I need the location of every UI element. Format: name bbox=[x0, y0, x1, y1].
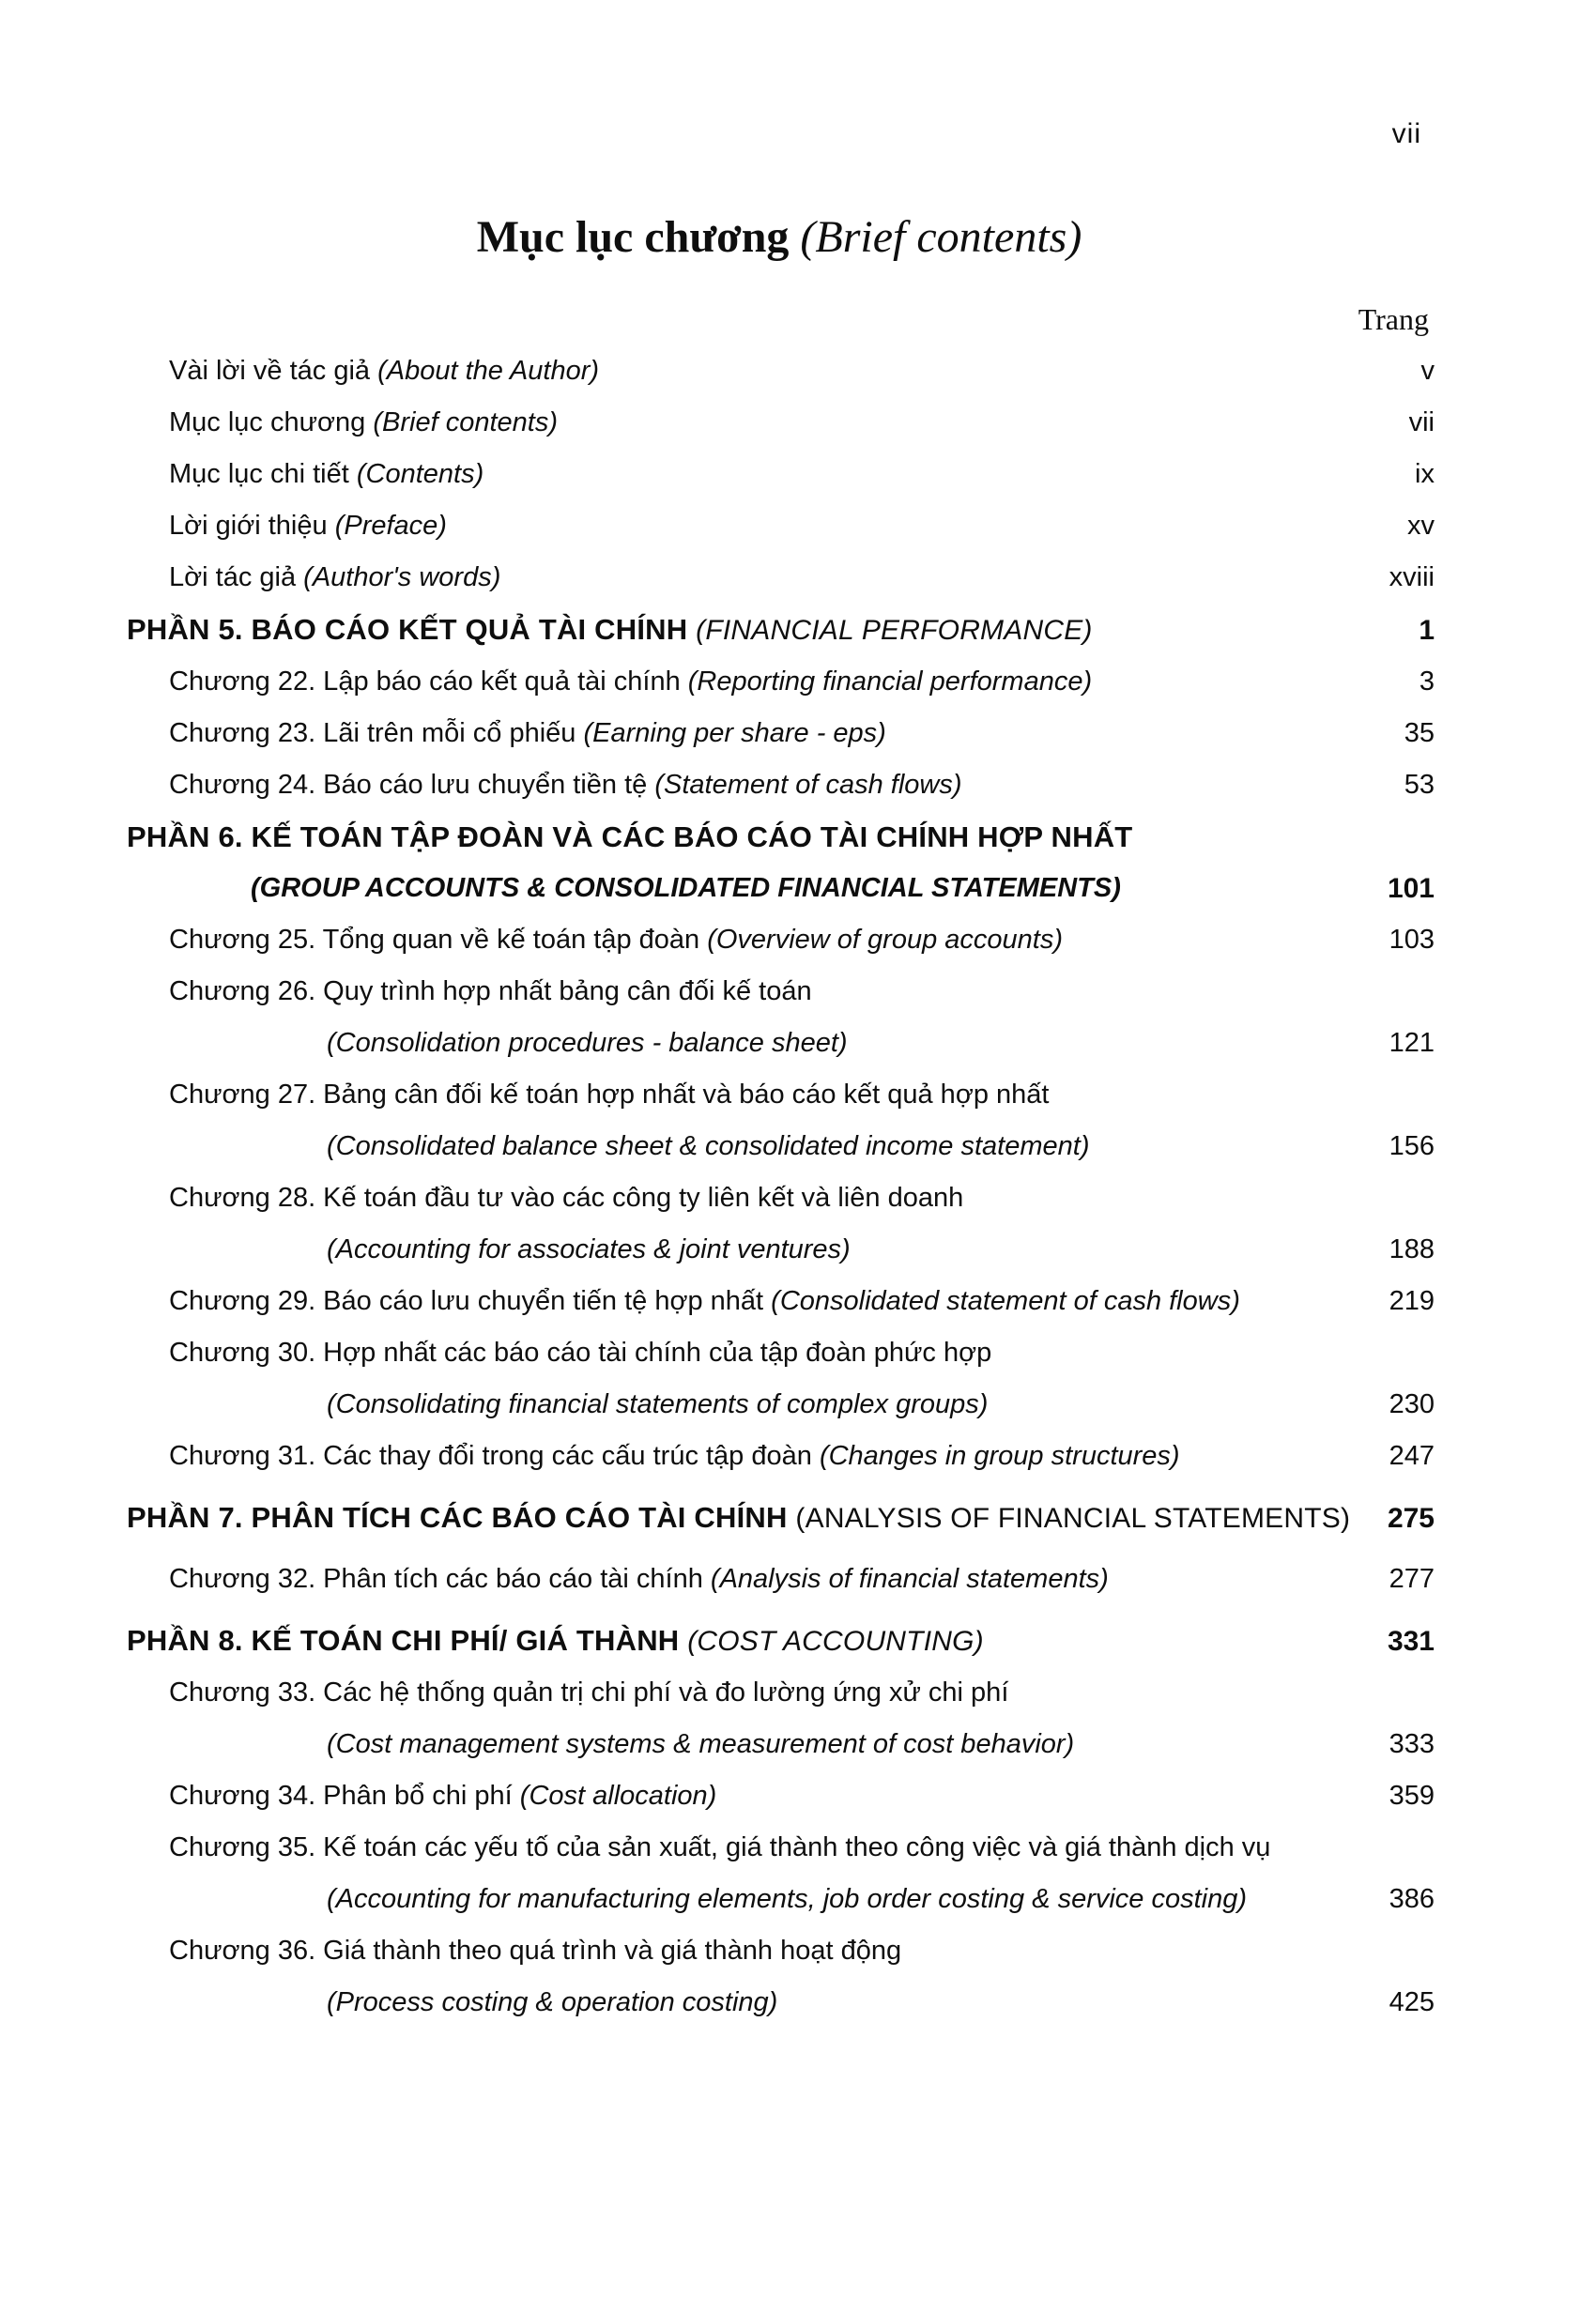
toc-line-main bbox=[127, 759, 1303, 811]
toc-line-main bbox=[127, 966, 1303, 1018]
toc-text-vietnamese: Chương 25. Tổng quan về kế toán tập đoàn bbox=[169, 925, 700, 955]
toc-line-main bbox=[127, 1492, 1351, 1544]
toc-row-chapter bbox=[127, 1172, 1435, 1276]
toc-text-vietnamese: Chương 26. Quy trình hợp nhất bảng cân đối kế toán bbox=[169, 976, 812, 1006]
toc-text-english: (COST ACCOUNTING) bbox=[687, 1626, 984, 1657]
toc-text-vietnamese: Chương 32. Phân tích các báo cáo tài chính bbox=[169, 1564, 703, 1594]
toc-row-lines bbox=[127, 1492, 1351, 1544]
toc-text-vietnamese: Chương 35. Kế toán các yếu tố của sản xuất, giá thành theo công việc và giá thành dịch vụ bbox=[169, 1832, 1271, 1862]
toc-row-part bbox=[127, 811, 1435, 914]
toc-text-vietnamese: Chương 27. Bảng cân đối kế toán hợp nhất và báo cáo kết quả hợp nhất bbox=[169, 1080, 1050, 1110]
toc-line-main bbox=[127, 1276, 1303, 1327]
toc-row-part bbox=[127, 1492, 1435, 1544]
toc-text-vietnamese: Chương 36. Giá thành theo quá trình và giá thành hoạt động bbox=[169, 1936, 902, 1966]
toc-text-vietnamese: Chương 29. Báo cáo lưu chuyển tiến tệ hợp nhất bbox=[169, 1286, 764, 1316]
toc-page-number: 219 bbox=[1389, 1286, 1435, 1316]
toc-page-number: 35 bbox=[1404, 718, 1435, 748]
toc-text-english: (Overview of group accounts) bbox=[707, 925, 1063, 955]
toc-row-lines bbox=[127, 1667, 1303, 1770]
toc-line-main bbox=[127, 1069, 1303, 1121]
toc-row-lines bbox=[127, 1770, 1303, 1822]
toc-line-main bbox=[127, 1554, 1303, 1605]
toc-line-main bbox=[127, 1667, 1303, 1719]
toc-text-vietnamese: PHẦN 7. PHÂN TÍCH CÁC BÁO CÁO TÀI CHÍNH bbox=[127, 1501, 788, 1534]
toc-row-front bbox=[127, 345, 1435, 397]
toc-line-english-sub: (Consolidated balance sheet & consolidated income statement) bbox=[327, 1131, 1090, 1161]
toc-text-vietnamese: Chương 33. Các hệ thống quản trị chi phí và đo lường ứng xử chi phí bbox=[169, 1677, 1009, 1708]
toc-line-main bbox=[127, 1615, 1303, 1667]
toc-line-main bbox=[127, 397, 1303, 449]
toc-row-lines bbox=[127, 604, 1303, 656]
toc-text-english: (Earning per share - eps) bbox=[583, 718, 886, 748]
toc-text-english: (Analysis of financial statements) bbox=[710, 1564, 1109, 1594]
toc-text-english: (Reporting financial performance) bbox=[687, 666, 1093, 697]
toc-text-english: (About the Author) bbox=[377, 356, 600, 386]
toc-page-number: xv bbox=[1407, 511, 1435, 541]
toc-text-vietnamese: Mục lục chương bbox=[169, 407, 366, 437]
toc-line-main bbox=[127, 811, 1303, 863]
toc-page-number: 333 bbox=[1389, 1729, 1435, 1759]
toc-page-number: 101 bbox=[1387, 873, 1435, 904]
toc-row-front bbox=[127, 449, 1435, 500]
toc-text-vietnamese: Chương 28. Kế toán đầu tư vào các công ty liên kết và liên doanh bbox=[169, 1183, 964, 1213]
toc-line-english-sub: (Consolidation procedures - balance sheet) bbox=[327, 1028, 848, 1058]
toc-line-main bbox=[127, 1327, 1303, 1379]
toc-line-main bbox=[127, 604, 1303, 656]
toc-page-number: xviii bbox=[1389, 562, 1435, 592]
toc-row-chapter bbox=[127, 1822, 1435, 1925]
toc-row-chapter bbox=[127, 708, 1435, 759]
toc-line-main bbox=[127, 1172, 1303, 1224]
toc-line-main bbox=[127, 500, 1303, 552]
toc-page-number: ix bbox=[1415, 459, 1435, 489]
toc-text-english: (Brief contents) bbox=[373, 407, 558, 437]
toc-row-chapter bbox=[127, 1554, 1435, 1605]
toc-row-chapter bbox=[127, 759, 1435, 811]
toc-line-main bbox=[127, 552, 1303, 604]
toc-text-vietnamese: Chương 31. Các thay đổi trong các cấu trúc tập đoàn bbox=[169, 1441, 812, 1471]
toc-row-lines bbox=[127, 708, 1303, 759]
toc-row-lines bbox=[127, 914, 1303, 966]
toc-line-main bbox=[127, 449, 1303, 500]
toc-row-front bbox=[127, 500, 1435, 552]
toc-row-chapter bbox=[127, 1667, 1435, 1770]
toc-line-main bbox=[127, 1431, 1303, 1482]
toc-text-english: (Consolidated statement of cash flows) bbox=[771, 1286, 1240, 1316]
toc-row-lines bbox=[127, 1431, 1303, 1482]
toc-page-number: 275 bbox=[1387, 1503, 1435, 1534]
toc-row-chapter bbox=[127, 1925, 1435, 2029]
toc-text-english: (Author's words) bbox=[303, 562, 501, 592]
toc-line-main bbox=[127, 708, 1303, 759]
toc-line-main bbox=[127, 1822, 1303, 1874]
toc-text-vietnamese: Lời giới thiệu bbox=[169, 511, 328, 541]
toc-row-lines bbox=[127, 966, 1303, 1069]
toc-page-number: vii bbox=[1408, 407, 1435, 437]
toc-text-vietnamese: Chương 34. Phân bổ chi phí bbox=[169, 1781, 513, 1811]
toc-text-vietnamese: Vài lời về tác giả bbox=[169, 356, 371, 386]
toc-page-number: 188 bbox=[1389, 1234, 1435, 1264]
toc-row-lines bbox=[127, 1276, 1303, 1327]
toc-text-english: (ANALYSIS OF FINANCIAL STATEMENTS) bbox=[795, 1503, 1351, 1534]
toc-line-english-sub: (Accounting for associates & joint ventures) bbox=[327, 1234, 851, 1264]
toc-row-lines bbox=[127, 1615, 1303, 1667]
page-title-english: (Brief contents) bbox=[800, 212, 1082, 262]
toc-line-main bbox=[127, 345, 1303, 397]
toc-page-number: 277 bbox=[1389, 1564, 1435, 1594]
page-title-vietnamese: Mục lục chương bbox=[476, 212, 790, 262]
toc-line-main bbox=[127, 1770, 1303, 1822]
toc-text-english: (Statement of cash flows) bbox=[654, 770, 962, 800]
folio-page-number: vii bbox=[1391, 118, 1421, 149]
toc-row-chapter bbox=[127, 656, 1435, 708]
toc-text-vietnamese: PHẦN 5. BÁO CÁO KẾT QUẢ TÀI CHÍNH bbox=[127, 613, 688, 646]
toc-line-main bbox=[127, 1925, 1303, 1977]
page-column-header: Trang bbox=[1358, 302, 1429, 336]
toc-page-number: 3 bbox=[1419, 666, 1435, 697]
toc-row-lines bbox=[127, 1554, 1303, 1605]
page-title bbox=[127, 210, 1432, 265]
toc-line-english-sub: (Accounting for manufacturing elements, job order costing & service costing) bbox=[327, 1884, 1248, 1914]
toc-page-number: 247 bbox=[1389, 1441, 1435, 1471]
toc-list bbox=[127, 345, 1435, 2029]
toc-row-front bbox=[127, 397, 1435, 449]
toc-text-vietnamese: Chương 24. Báo cáo lưu chuyển tiền tệ bbox=[169, 770, 648, 800]
toc-page-number: 121 bbox=[1389, 1028, 1435, 1058]
toc-page-number: 103 bbox=[1389, 925, 1435, 955]
toc-text-vietnamese: PHẦN 6. KẾ TOÁN TẬP ĐOÀN VÀ CÁC BÁO CÁO TÀI CHÍNH HỢP NHẤT bbox=[127, 820, 1133, 853]
toc-row-chapter bbox=[127, 1770, 1435, 1822]
toc-row-lines bbox=[127, 656, 1303, 708]
toc-text-english: (Contents) bbox=[356, 459, 484, 489]
toc-page-number: v bbox=[1420, 356, 1435, 386]
toc-page-number: 230 bbox=[1389, 1389, 1435, 1419]
toc-row-lines bbox=[127, 1069, 1303, 1172]
toc-line-english-sub: (Process costing & operation costing) bbox=[327, 1987, 778, 2017]
toc-row-lines bbox=[127, 1327, 1303, 1431]
toc-text-vietnamese: Lời tác giả bbox=[169, 562, 297, 592]
toc-row-lines bbox=[127, 1925, 1303, 2029]
toc-text-vietnamese: Mục lục chi tiết bbox=[169, 459, 349, 489]
toc-row-lines bbox=[127, 397, 1303, 449]
toc-row-lines bbox=[127, 449, 1303, 500]
toc-text-vietnamese: Chương 22. Lập báo cáo kết quả tài chính bbox=[169, 666, 681, 697]
toc-text-vietnamese: PHẦN 8. KẾ TOÁN CHI PHÍ/ GIÁ THÀNH bbox=[127, 1624, 680, 1657]
toc-row-front bbox=[127, 552, 1435, 604]
toc-row-part bbox=[127, 1615, 1435, 1667]
toc-line-english-sub: (Cost management systems & measurement of cost behavior) bbox=[327, 1729, 1075, 1759]
toc-page-number: 359 bbox=[1389, 1781, 1435, 1811]
toc-row-lines bbox=[127, 552, 1303, 604]
toc-row-lines bbox=[127, 500, 1303, 552]
toc-text-vietnamese: Chương 30. Hợp nhất các báo cáo tài chính của tập đoàn phức hợp bbox=[169, 1338, 992, 1368]
toc-row-lines bbox=[127, 345, 1303, 397]
toc-row-lines bbox=[127, 1822, 1303, 1925]
toc-text-vietnamese: Chương 23. Lãi trên mỗi cổ phiếu bbox=[169, 718, 576, 748]
toc-row-chapter bbox=[127, 966, 1435, 1069]
toc-row-chapter bbox=[127, 914, 1435, 966]
toc-row-lines bbox=[127, 811, 1303, 914]
toc-line-main bbox=[127, 656, 1303, 708]
toc-page-number: 156 bbox=[1389, 1131, 1435, 1161]
toc-row-chapter bbox=[127, 1327, 1435, 1431]
toc-row-chapter bbox=[127, 1431, 1435, 1482]
toc-page-number: 386 bbox=[1389, 1884, 1435, 1914]
toc-line-english-sub: (GROUP ACCOUNTS & CONSOLIDATED FINANCIAL STATEMENTS) bbox=[251, 873, 1121, 903]
toc-row-chapter bbox=[127, 1069, 1435, 1172]
toc-text-english: (Cost allocation) bbox=[519, 1781, 717, 1811]
toc-page-number: 53 bbox=[1404, 770, 1435, 800]
toc-row-lines bbox=[127, 1172, 1303, 1276]
toc-row-lines bbox=[127, 759, 1303, 811]
toc-row-chapter bbox=[127, 1276, 1435, 1327]
toc-row-part bbox=[127, 604, 1435, 656]
toc-text-english: (FINANCIAL PERFORMANCE) bbox=[696, 615, 1093, 646]
toc-line-main bbox=[127, 914, 1303, 966]
toc-page-number: 1 bbox=[1419, 615, 1435, 646]
toc-text-english: (Changes in group structures) bbox=[819, 1441, 1180, 1471]
toc-page-number: 425 bbox=[1389, 1987, 1435, 2017]
toc-page-number: 331 bbox=[1387, 1626, 1435, 1657]
toc-text-english: (Preface) bbox=[334, 511, 447, 541]
toc-line-english-sub: (Consolidating financial statements of complex groups) bbox=[327, 1389, 989, 1419]
